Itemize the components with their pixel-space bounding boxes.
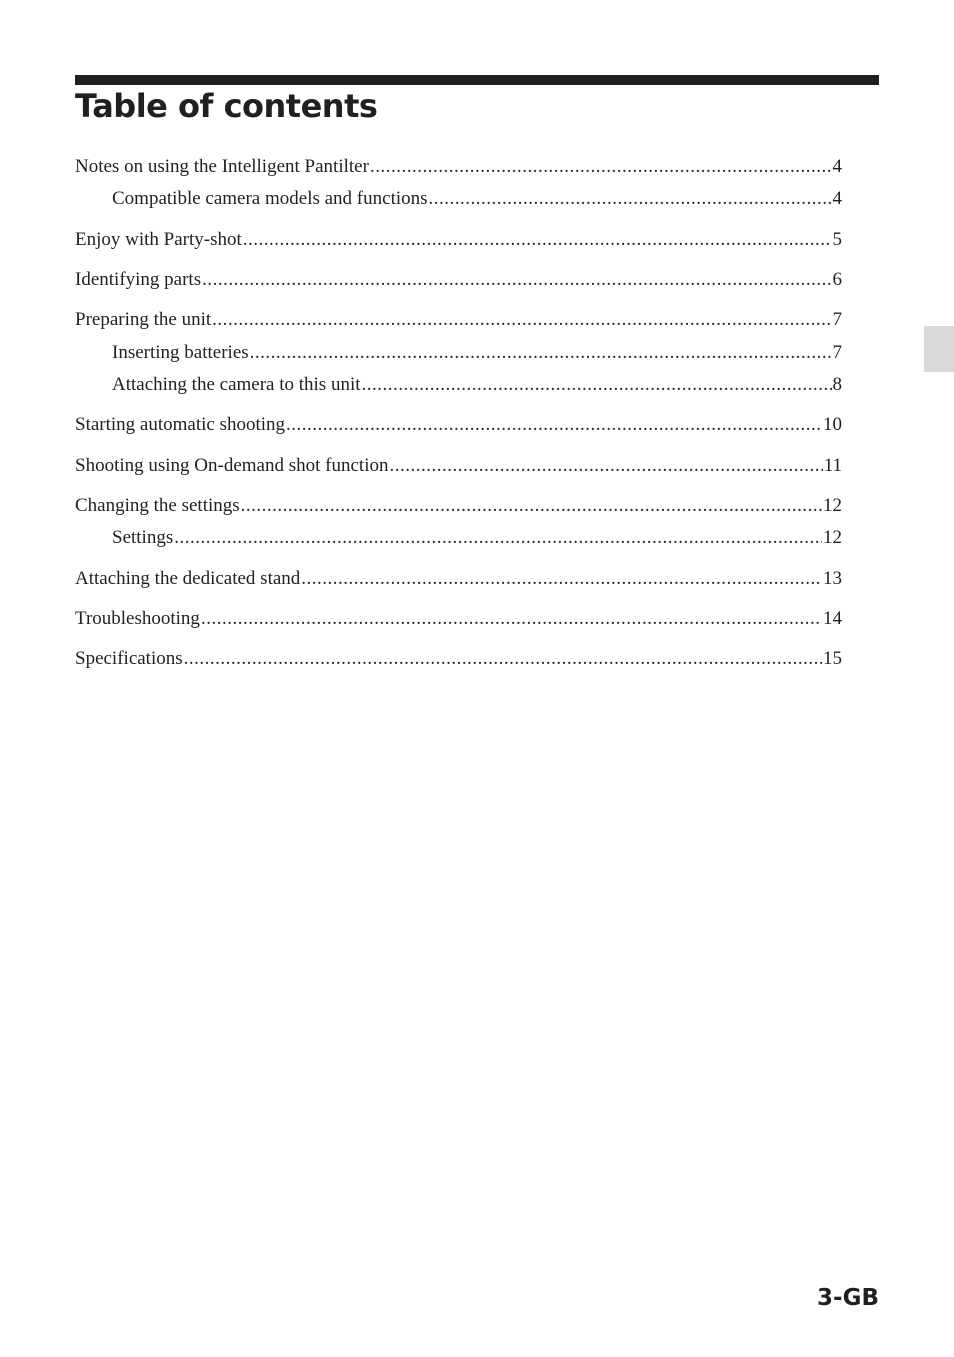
toc-leader-dots xyxy=(389,453,822,479)
toc-entry-label: Attaching the camera to this unit xyxy=(112,374,361,395)
toc-entry-page: 14 xyxy=(823,608,842,629)
toc-entry[interactable] xyxy=(75,227,842,253)
toc-leader-dots xyxy=(429,186,832,212)
toc-leader-dots xyxy=(301,566,822,592)
toc-entry-label: Enjoy with Party-shot xyxy=(75,229,242,250)
toc-subentry[interactable] xyxy=(112,525,842,551)
toc-entry-page: 12 xyxy=(823,527,842,548)
toc-entry[interactable] xyxy=(75,493,842,519)
toc-entry-page: 6 xyxy=(832,269,842,290)
toc-entry[interactable] xyxy=(75,606,842,632)
toc-entry[interactable] xyxy=(75,566,842,592)
toc-entry-page: 5 xyxy=(832,229,842,250)
toc-leader-dots xyxy=(370,154,832,180)
toc-leader-dots xyxy=(241,493,822,519)
toc-entry-page: 4 xyxy=(832,156,842,177)
toc-entry[interactable] xyxy=(75,453,842,479)
toc-entry-label: Settings xyxy=(112,527,174,548)
toc-entry-label: Specifications xyxy=(75,648,183,669)
section-thumb-tab xyxy=(924,326,954,372)
toc-entry-label: Identifying parts xyxy=(75,269,202,290)
toc-entry-page: 7 xyxy=(832,309,842,330)
toc-leader-dots xyxy=(243,227,832,253)
toc-leader-dots xyxy=(286,412,822,438)
toc-entry[interactable] xyxy=(75,267,842,293)
toc-entry-page: 4 xyxy=(832,188,842,209)
toc-entry-label: Inserting batteries xyxy=(112,342,249,363)
toc-entry-label: Starting automatic shooting xyxy=(75,414,286,435)
toc-subentry[interactable] xyxy=(112,340,842,366)
toc-leader-dots xyxy=(362,372,832,398)
toc-subentry[interactable] xyxy=(112,372,842,398)
toc-entry-label: Compatible camera models and functions xyxy=(112,188,428,209)
toc-leader-dots xyxy=(202,267,831,293)
toc-leader-dots xyxy=(250,340,832,366)
toc-entry-page: 10 xyxy=(823,414,842,435)
page-number: 3-GB xyxy=(817,1285,879,1311)
toc-entry-page: 11 xyxy=(823,455,842,476)
toc-entry-page: 15 xyxy=(823,648,842,669)
toc-entry-label: Preparing the unit xyxy=(75,309,212,330)
toc-entry-label: Changing the settings xyxy=(75,495,240,516)
toc-entry-page: 7 xyxy=(832,342,842,363)
toc-entry-label: Shooting using On-demand shot function xyxy=(75,455,389,476)
toc-leader-dots xyxy=(184,646,822,672)
toc-entry[interactable] xyxy=(75,412,842,438)
toc-entry[interactable] xyxy=(75,154,842,180)
toc-entry-page: 13 xyxy=(823,568,842,589)
toc-entry-label: Notes on using the Intelligent Pantilter xyxy=(75,156,369,177)
toc-entry[interactable] xyxy=(75,307,842,333)
toc-leader-dots xyxy=(174,525,822,551)
toc-entry-label: Troubleshooting xyxy=(75,608,200,629)
toc-entry-page: 12 xyxy=(823,495,842,516)
toc-leader-dots xyxy=(201,606,822,632)
toc-subentry[interactable] xyxy=(112,186,842,212)
toc-entry[interactable] xyxy=(75,646,842,672)
toc-leader-dots xyxy=(212,307,831,333)
toc-entry-page: 8 xyxy=(832,374,842,395)
page-title: Table of contents xyxy=(75,87,378,125)
toc-entry-label: Attaching the dedicated stand xyxy=(75,568,301,589)
